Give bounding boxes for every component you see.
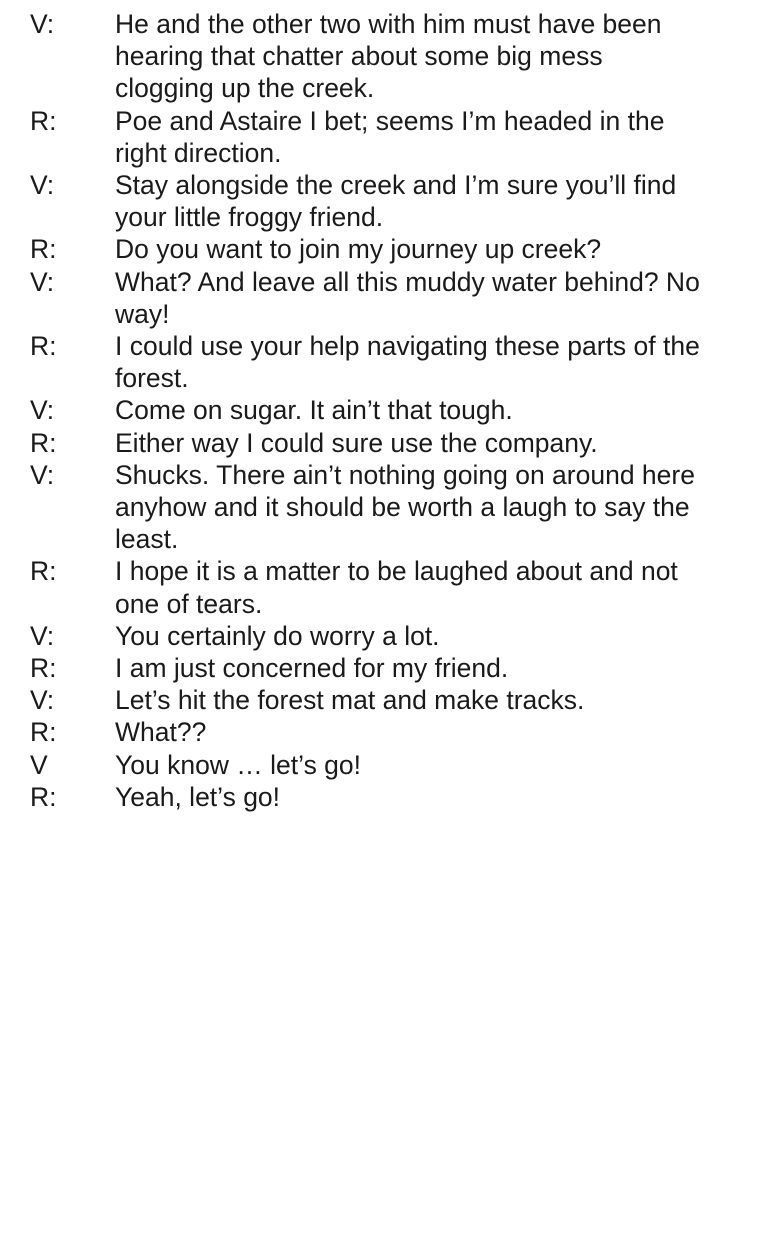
dialogue-line	[30, 459, 720, 556]
speech-text: What? And leave all this muddy water behind? No way!	[115, 266, 700, 329]
speech-text: Shucks. There ain’t nothing going on around here anyhow and it should be worth a laugh to say the least.	[115, 459, 695, 555]
dialogue-line	[30, 684, 720, 716]
speech-text: You know … let’s go!	[115, 749, 362, 780]
speaker-label: V:	[30, 9, 55, 39]
dialogue-line	[30, 266, 720, 330]
dialogue-script	[30, 8, 720, 813]
speaker-label: R:	[30, 653, 57, 684]
speech-text: What??	[115, 717, 207, 748]
dialogue-line	[30, 749, 720, 781]
dialogue-line	[30, 394, 720, 426]
speaker-label: R:	[30, 234, 57, 265]
speech-text: I could use your help navigating these parts of the forest.	[115, 331, 700, 394]
speech-text: Poe and Astaire I bet; seems I’m headed in the right direction.	[115, 105, 665, 168]
speech-text: I hope it is a matter to be laughed about and not one of tears.	[115, 556, 678, 619]
speaker-label: V	[30, 749, 48, 780]
speaker-label: V:	[30, 266, 55, 297]
dialogue-line	[30, 233, 720, 265]
speaker-label: V:	[30, 170, 55, 201]
speech-text: I am just concerned for my friend.	[115, 653, 509, 684]
speaker-label: V:	[30, 620, 55, 651]
speech-text: Let’s hit the forest mat and make tracks.	[115, 685, 585, 716]
speech-text: Come on sugar. It ain’t that tough.	[115, 395, 513, 426]
dialogue-line	[30, 652, 720, 684]
speaker-label: V:	[30, 685, 55, 716]
dialogue-line	[30, 330, 720, 394]
speaker-label: R:	[30, 331, 57, 362]
speech-text: Yeah, let’s go!	[115, 781, 281, 812]
dialogue-line	[30, 169, 720, 233]
dialogue-line	[30, 427, 720, 459]
dialogue-line	[30, 620, 720, 652]
speaker-label: R:	[30, 556, 57, 587]
speech-text: Stay alongside the creek and I’m sure you’ll find your little froggy friend.	[115, 170, 677, 233]
speaker-label: V:	[30, 395, 55, 426]
speaker-label: V:	[30, 459, 55, 490]
dialogue-line	[30, 716, 720, 748]
speech-text: He and the other two with him must have been hearing that chatter about some big mess clogging up the creek.	[115, 9, 662, 104]
dialogue-line	[30, 105, 720, 169]
dialogue-line	[30, 781, 720, 813]
dialogue-line	[30, 555, 720, 619]
dialogue-line	[30, 8, 720, 105]
speech-text: Either way I could sure use the company.	[115, 427, 598, 458]
speaker-label: R:	[30, 105, 57, 136]
speaker-label: R:	[30, 781, 57, 812]
speaker-label: R:	[30, 717, 57, 748]
speech-text: You certainly do worry a lot.	[115, 620, 440, 651]
speaker-label: R:	[30, 427, 57, 458]
speech-text: Do you want to join my journey up creek?	[115, 234, 602, 265]
